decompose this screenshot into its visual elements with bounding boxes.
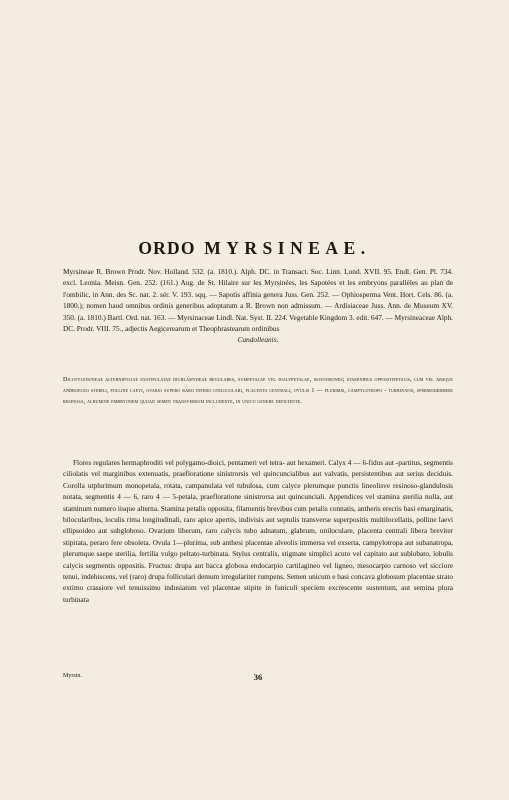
synonymy-last-line: Candolleanis. [237,335,279,345]
signature-mark: Myrsin. [63,673,82,679]
page-number: 36 [253,672,263,682]
page-footer [63,673,453,685]
diagnosis-paragraph: Dicotyledoneae alternifoliae exstipulatae dichlamydeae regulares, sympetalae vel dialypetalae, isostemones; staminibus oppositipetalis, cum vel absque androeceo sterili, polline laevi, ovario supero raro infero uniloculari, placenta centrali, ovulis 1 — plurimis, campylotropo - turbinatis, spermodermide resinosa, albumine embryonem quoad semen transversum includente, in unico genere deficiente. [63,377,453,406]
order-title-prefix: ORDO [138,238,196,258]
order-title [0,238,509,259]
order-title-name: MYRSINEAE. [204,238,371,258]
synonymy-paragraph [63,266,453,346]
description-paragraph: Flores regulares hermaphroditi vel polygamo-dioici, pentameri vel tetra- aut hexameri. Calyx 4 — 6-fidus aut -partitus, segmentis ciliolatis vel marginibus extenuatis, praefloratione sinistrorsis vel quincuncialibus aut valvatis, persistentibus aut serius deciduis. Corolla utplurimum monopetala, rotata, campanulata vel tubulosa, cum calyce plerumque punctis lineolisve resinoso-glandulosis notata, segmentis 4 — 6, raro 4 — 5-petala, praefloratione sinistrorsa aut quincunciali. Appendices vel stamina sterilia nulla, aut staminum numero iisque alterna. Stamina petalis opposita, filamentis brevibus cum petalis connatis, antheris erectis basi emarginatis, bilocularibus, loculis rima longitudinali, raro apice apertis, indivisis aut septulis transverse superpositis multilocellatis, polline laevi ellipsoideo aut subgloboso. Ovarium liberum, raro calycis tubo adnatum, glabrum, uniloculare, placenta centrali libera breviter stipitata, peraro fere obsoleta. Ovula 1—plurima, sub anthesi placentae alveolis immersa vel exserta, campylotropa aut subanatropa, plerumque saepe sterilia, fertilia vulgo peltato-turbinata. Stylus centralis, stigmate simplici acuto vel capitato aut sublobato, lobulis calycis segmentis oppositis. Fructus: drupa aut bacca globosa endocarpio cartilagineo vel ligneo, mesocarpio carnoso vel sicciore tenui, indehiscens, vel (raro) drupa folliculari demum irregulariter rumpens. Semen unicum e basi concava globosum placentae strato extimo crassiore vel tenuissimo indusiatum vel placentae stipite in funiculi speciem excrescente sustentum, aut semina plura turbinata [63,458,453,604]
synonymy-text: Myrsineae R. Brown Prodr. Nov. Holland. 532. (a. 1810.). Alph. DC. in Transact. Soc. Linn. Lond. XVII. 95. Endl. Gen. Pl. 734. excl. Leonia. Meisn. Gen. 252. (161.) Aug. de St. Hilaire sur les Myrsinées, les Sapotées et les embryons parallèles au plan de l'ombilic, in Ann. des Sc. nat. 2. sér. V. 193. sqq. — Sapotis affinia genera Juss. Gen. 252. — Ophiosperma Vent. Hort. Cels. 86. (a. 1800.); nomen haud omnibus ordinis generibus adoptatum a R. Brown non admissum. — Ardisiaceae Juss. Ann. de Museum XV. 350. (a. 1810.) Bartl. Ord. nat. 163. — Myrsinaceae Lindl. Nat. Syst. II. 224. Vegetable Kingdom 3. edit. 647. — Myrsineaceae Alph. DC. Prodr. VIII. 75., adjectis Aegicerearum et Theophrastearum ordinibus [63,267,453,334]
